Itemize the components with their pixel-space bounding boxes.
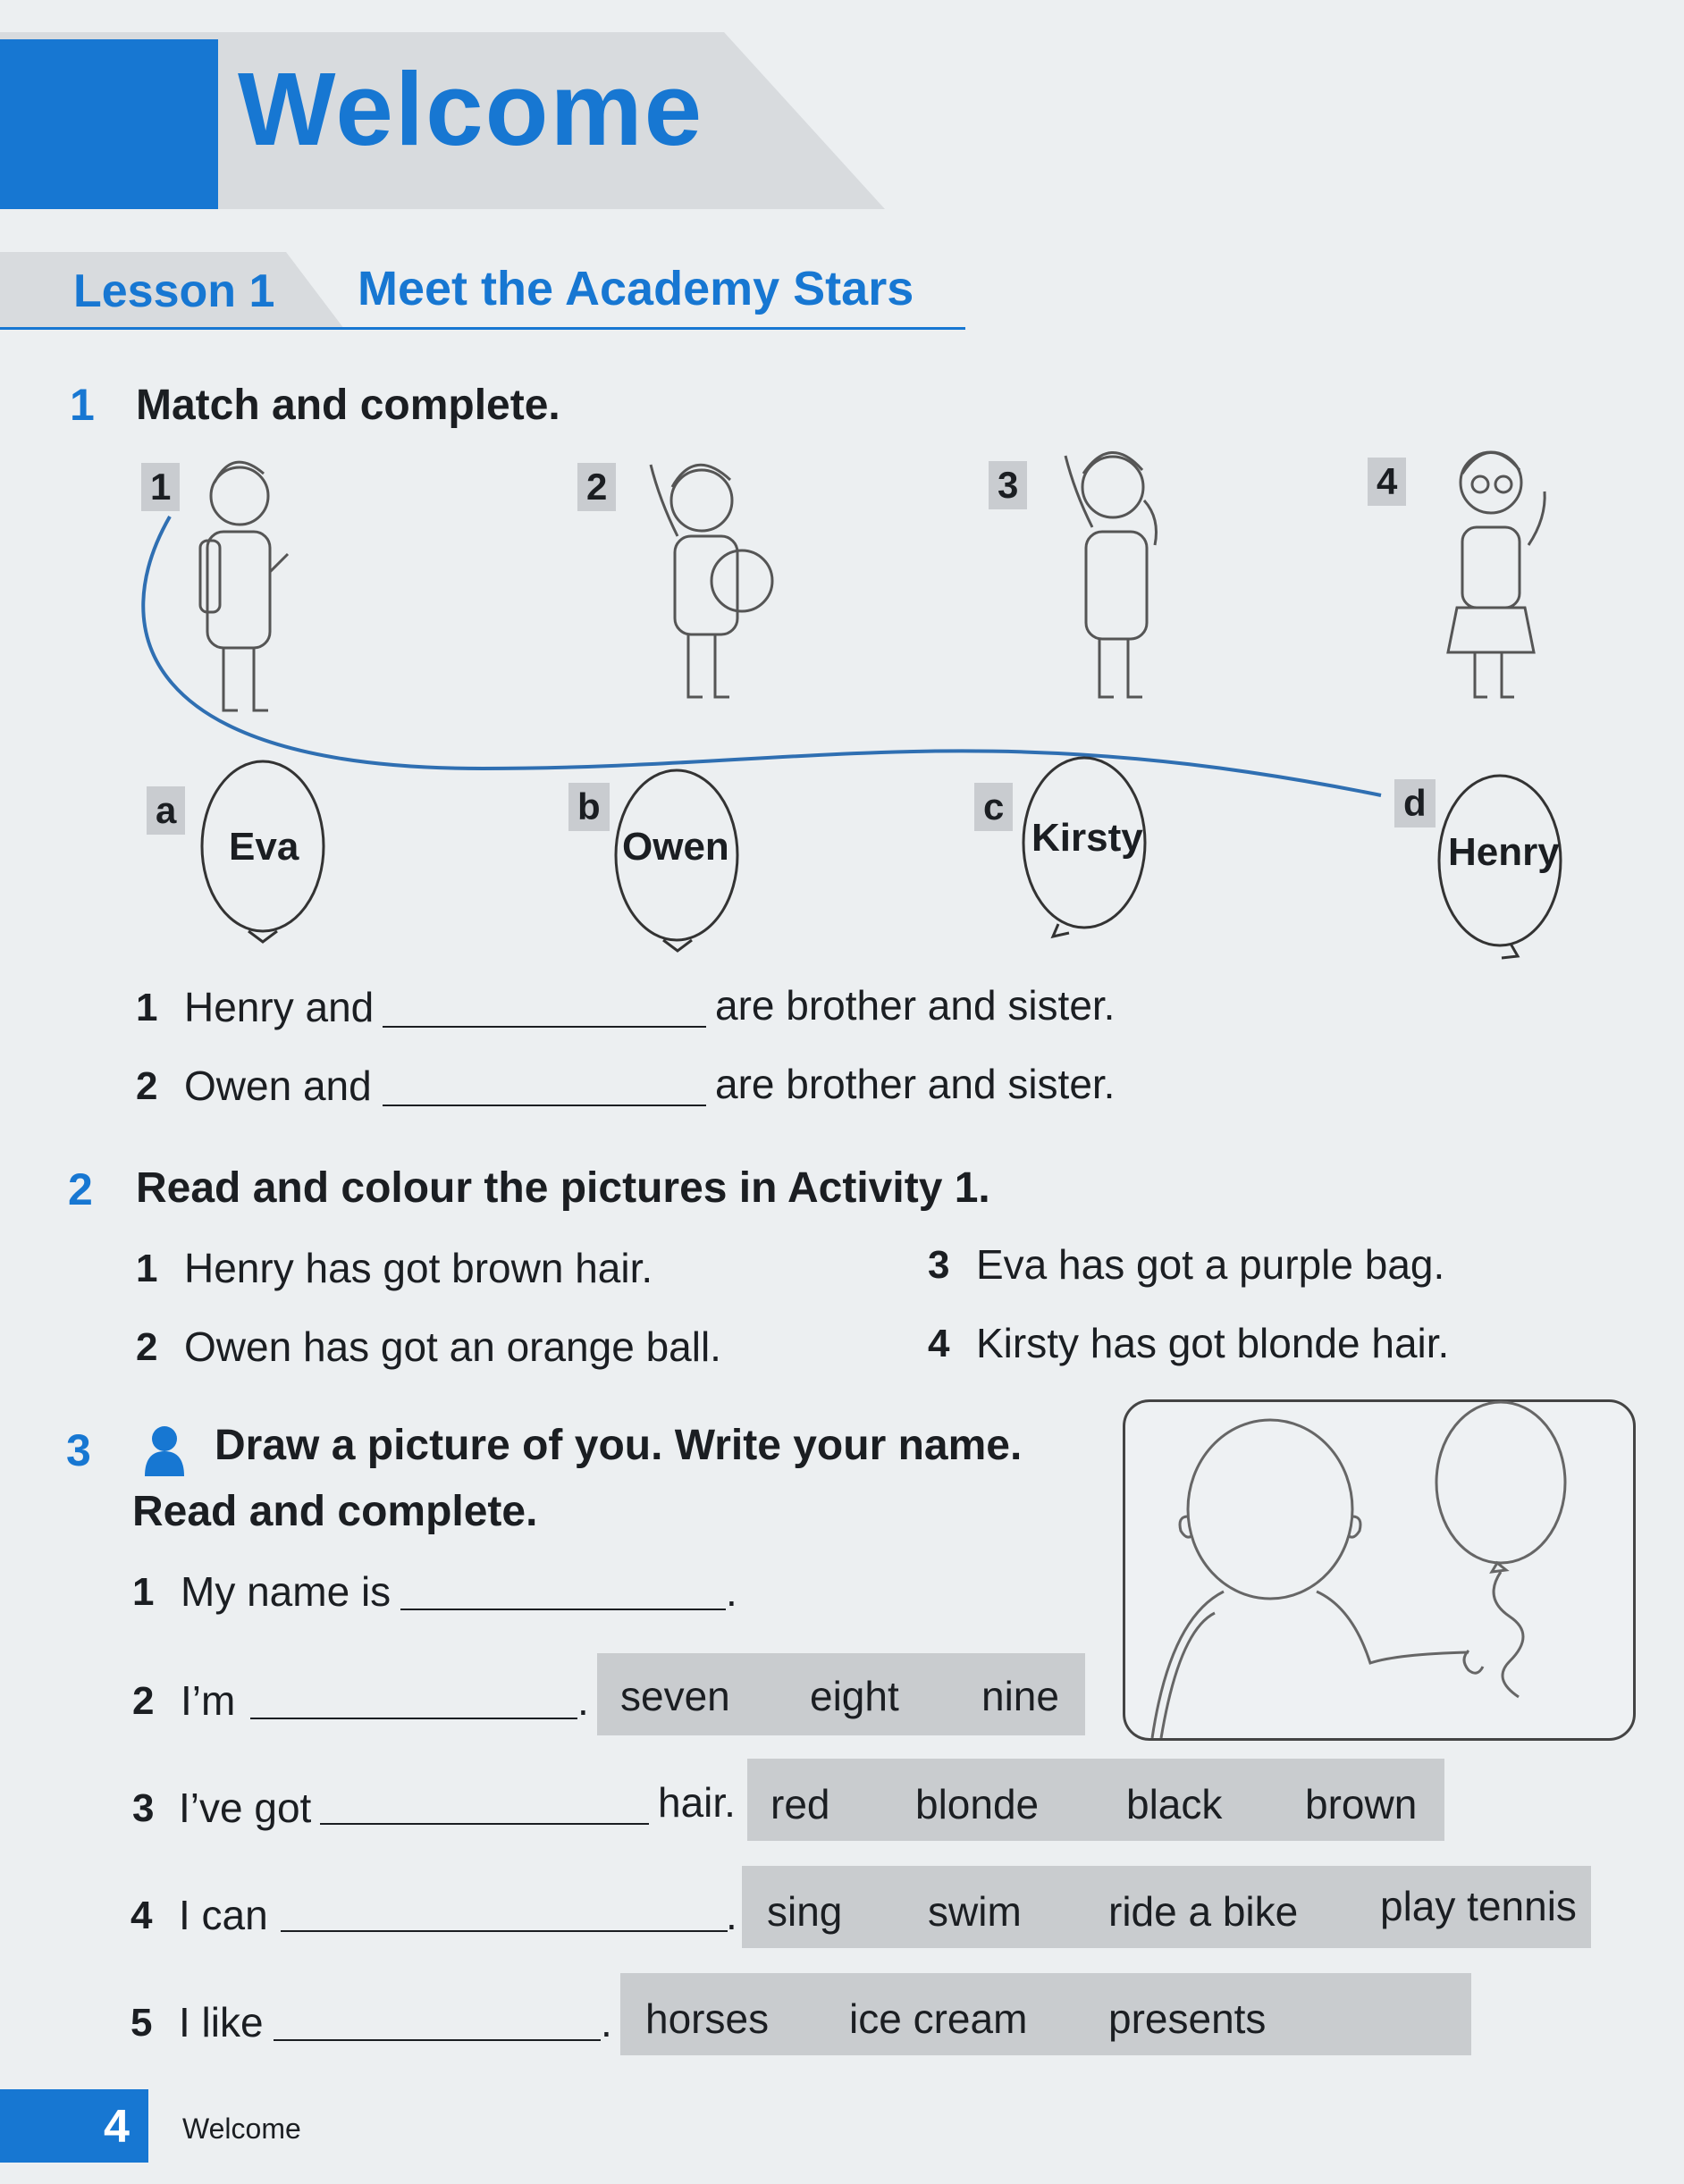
- ex3-item-3-blank[interactable]: [320, 1823, 649, 1825]
- ex3-item-3-before: I’ve got: [179, 1785, 312, 1831]
- ex3-item-1-num: 1: [132, 1570, 155, 1614]
- ex2-item-4-num: 4: [928, 1322, 950, 1365]
- letter-tag-c: c: [974, 783, 1013, 831]
- ex3-item-4-option-3: ride a bike: [1108, 1888, 1299, 1935]
- page-title: Welcome: [238, 51, 704, 167]
- ex3-item-2-blank[interactable]: [250, 1718, 577, 1719]
- child-illustration-3: [1065, 452, 1157, 697]
- exercise-1-number: 1: [70, 380, 95, 430]
- ex2-item-2-text: Owen has got an orange ball.: [184, 1323, 721, 1370]
- ex3-item-2-after: .: [577, 1677, 589, 1724]
- ex3-item-5-option-3: presents: [1108, 1995, 1267, 2042]
- ex3-item-5-after: .: [601, 1999, 612, 2045]
- ex3-item-4-option-1: sing: [767, 1888, 843, 1935]
- ex3-item-4-num: 4: [131, 1894, 153, 1937]
- ex2-item-1-num: 1: [136, 1247, 158, 1290]
- page-number: 4: [104, 2101, 130, 2153]
- ex3-item-1-blank[interactable]: [400, 1609, 726, 1610]
- ex3-item-5-blank[interactable]: [274, 2039, 601, 2041]
- ex1-sentence-2-blank[interactable]: [383, 1105, 706, 1106]
- exercise-2-instruction: Read and colour the pictures in Activity 1.: [136, 1164, 990, 1212]
- ex1-sentence-1-num: 1: [136, 986, 158, 1029]
- ex3-item-3-num: 3: [132, 1786, 155, 1830]
- letter-tag-a: a: [147, 786, 185, 835]
- ex3-item-5-option-1: horses: [645, 1995, 770, 2042]
- child-illustration-2: [651, 465, 772, 697]
- ex3-item-3-option-1: red: [770, 1781, 830, 1827]
- ex1-sentence-1-before: Henry and: [184, 984, 375, 1030]
- balloon-name-owen: Owen: [622, 825, 729, 869]
- exercise-2-number: 2: [68, 1164, 93, 1214]
- ex3-item-1-after: .: [726, 1568, 737, 1615]
- ex3-item-4-blank[interactable]: [281, 1930, 728, 1932]
- letter-tag-d: d: [1394, 779, 1436, 827]
- ex2-item-3-text: Eva has got a purple bag.: [976, 1241, 1445, 1288]
- lesson-label: Lesson 1: [73, 265, 275, 317]
- person-icon: [143, 1424, 186, 1476]
- balloon-name-kirsty: Kirsty: [1031, 816, 1143, 860]
- ex2-item-1-text: Henry has got brown hair.: [184, 1245, 653, 1291]
- picture-tag-3: 3: [989, 461, 1027, 509]
- picture-tag-2: 2: [577, 463, 616, 511]
- ex1-sentence-1-blank[interactable]: [383, 1026, 706, 1028]
- ex3-item-2-option-3: nine: [981, 1673, 1059, 1719]
- ex1-sentence-2-after: are brother and sister.: [715, 1061, 1116, 1107]
- ex2-item-3-num: 3: [928, 1243, 950, 1287]
- ex3-item-4-option-2: swim: [928, 1888, 1022, 1935]
- footer-section: Welcome: [182, 2113, 301, 2145]
- ex3-item-2-num: 2: [132, 1679, 155, 1723]
- ex3-item-2-before: I’m: [181, 1677, 236, 1724]
- ex3-item-5-before: I like: [179, 1999, 264, 2045]
- ex3-item-4-before: I can: [179, 1892, 268, 1938]
- drawing-box[interactable]: [1123, 1399, 1636, 1741]
- exercise-3-instruction-line2: Read and complete.: [132, 1488, 538, 1535]
- exercise-3-number: 3: [66, 1425, 91, 1475]
- picture-tag-4: 4: [1368, 458, 1406, 506]
- ex3-item-3-after: hair.: [658, 1779, 736, 1826]
- ex3-item-1-before: My name is: [181, 1568, 392, 1615]
- ex3-item-2-option-2: eight: [810, 1673, 899, 1719]
- child-illustration-1: [200, 462, 288, 710]
- ex1-sentence-2-before: Owen and: [184, 1063, 372, 1109]
- ex2-item-2-num: 2: [136, 1325, 158, 1369]
- ex3-item-2-option-1: seven: [620, 1673, 730, 1719]
- lesson-title: Meet the Academy Stars: [358, 262, 914, 315]
- letter-tag-b: b: [568, 783, 610, 831]
- ex1-sentence-1-after: are brother and sister.: [715, 982, 1116, 1029]
- ex2-item-4-text: Kirsty has got blonde hair.: [976, 1320, 1450, 1366]
- child-illustration-4: [1448, 452, 1545, 697]
- ex3-item-5-num: 5: [131, 2001, 153, 2045]
- ex3-item-5-option-2: ice cream: [849, 1995, 1028, 2042]
- ex1-sentence-2-num: 2: [136, 1064, 158, 1108]
- exercise-3-instruction-line1: Draw a picture of you. Write your name.: [215, 1422, 1023, 1469]
- ex3-item-4-option-4: play tennis: [1380, 1883, 1577, 1929]
- ex3-item-3-option-2: blonde: [915, 1781, 1040, 1827]
- balloon-name-henry: Henry: [1448, 830, 1560, 874]
- ex3-item-4-after: .: [726, 1892, 737, 1938]
- exercise-1-instruction: Match and complete.: [136, 382, 560, 429]
- drawing-box-outline: [1125, 1402, 1633, 1738]
- ex3-item-3-option-4: brown: [1305, 1781, 1418, 1827]
- ex3-item-3-option-3: black: [1126, 1781, 1223, 1827]
- balloon-name-eva: Eva: [229, 825, 299, 869]
- picture-tag-1: 1: [141, 463, 180, 511]
